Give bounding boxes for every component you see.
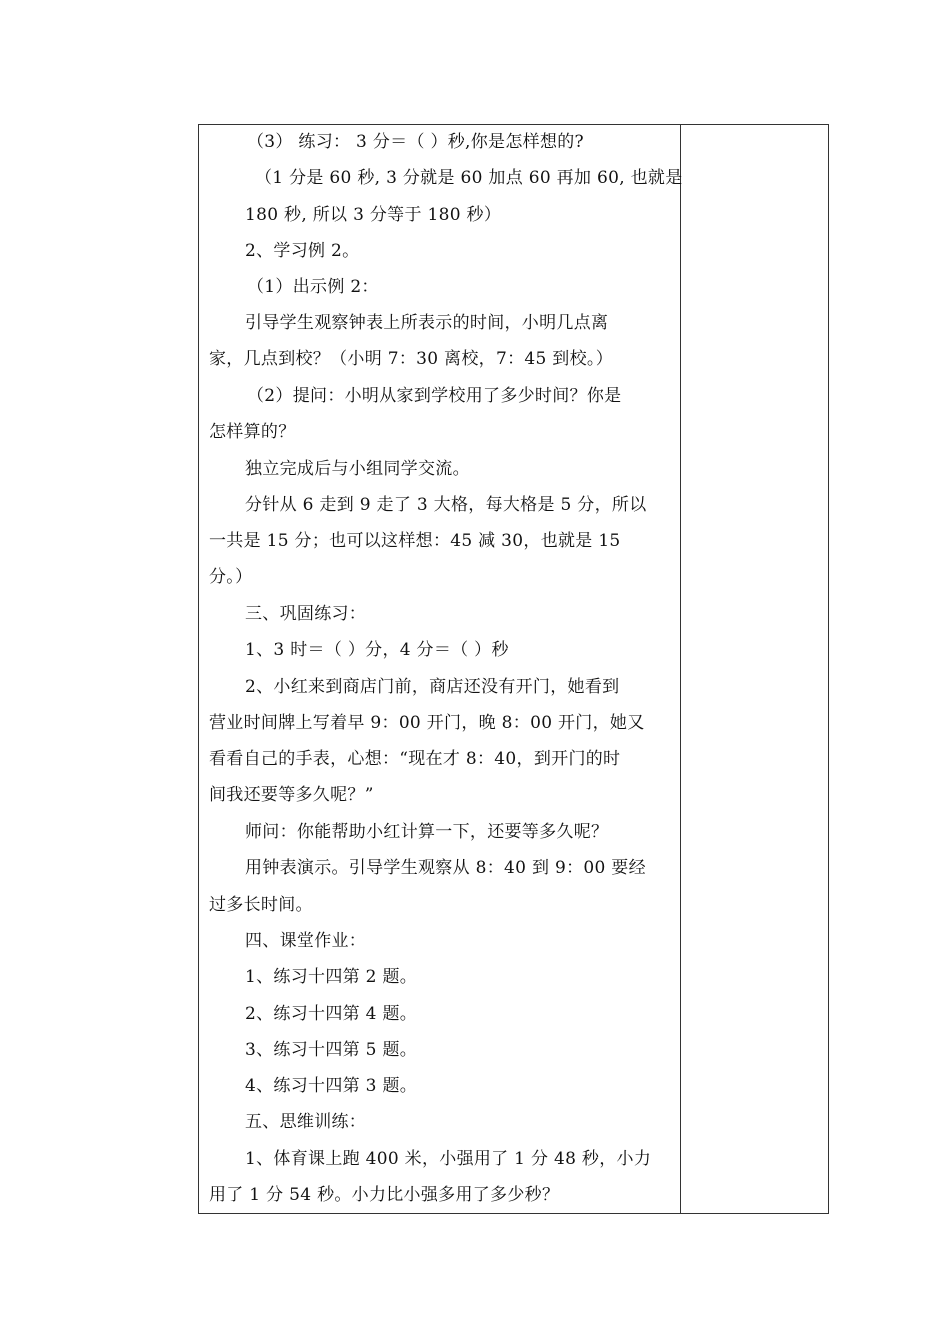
thinking-item-1-line2: 用了 1 分 54 秒。小力比小强多用了多少秒？ xyxy=(209,1185,560,1205)
notes-cell xyxy=(681,125,828,1213)
example-2-step1: （1）出示例 2： xyxy=(247,277,379,297)
example-2-question-line1: （2）提问：小明从家到学校用了多少时间？你是 xyxy=(247,386,622,406)
classwork-item-4: 4、练习十四第 3 题。 xyxy=(245,1076,418,1096)
consolidation-item-1: 1、3 时＝（ ）分，4 分＝（ ）秒 xyxy=(245,640,509,660)
minute-hand-explanation-line1: 分针从 6 走到 9 走了 3 大格，每大格是 5 分，所以 xyxy=(245,495,647,515)
consolidation-item-2-line2: 营业时间牌上写着早 9：00 开门，晚 8：00 开门，她又 xyxy=(209,713,645,733)
practice-3-explanation-line1: （1 分是 60 秒, 3 分就是 60 加点 60 再加 60, 也就是 xyxy=(255,168,683,188)
classwork-item-1: 1、练习十四第 2 题。 xyxy=(245,967,418,987)
teacher-question: 师问：你能帮助小红计算一下，还要等多久呢？ xyxy=(245,822,609,842)
example-2-question-line2: 怎样算的？ xyxy=(209,422,296,442)
independent-work-text: 独立完成后与小组同学交流。 xyxy=(245,459,470,479)
classwork-item-2: 2、练习十四第 4 题。 xyxy=(245,1004,418,1024)
consolidation-item-2-line3: 看看自己的手表，心想：“现在才 8：40，到开门的时 xyxy=(209,749,621,769)
practice-3-question: （3） 练习： 3 分＝（ ）秒,你是怎样想的? xyxy=(247,132,584,152)
lesson-table xyxy=(198,124,829,1214)
consolidation-item-2-line4: 间我还要等多久呢？” xyxy=(209,785,374,805)
classwork-item-3: 3、练习十四第 5 题。 xyxy=(245,1040,418,1060)
section-consolidation-heading: 三、巩固练习： xyxy=(245,604,367,624)
section-thinking-heading: 五、思维训练： xyxy=(245,1112,367,1132)
minute-hand-explanation-line2: 一共是 15 分；也可以这样想：45 减 30，也就是 15 xyxy=(209,531,621,551)
practice-3-explanation-line2: 180 秒, 所以 3 分等于 180 秒） xyxy=(245,205,502,225)
example-2-guide-line1: 引导学生观察钟表上所表示的时间，小明几点离 xyxy=(245,313,609,333)
example-2-guide-line2: 家，几点到校？（小明 7：30 离校，7：45 到校。） xyxy=(209,349,614,369)
clock-demo-line1: 用钟表演示。引导学生观察从 8：40 到 9：00 要经 xyxy=(245,858,646,878)
section-example-2-heading: 2、学习例 2。 xyxy=(245,241,360,261)
minute-hand-explanation-line3: 分。） xyxy=(209,567,253,587)
lesson-content-cell xyxy=(207,127,683,1207)
clock-demo-line2: 过多长时间。 xyxy=(209,895,313,915)
thinking-item-1-line1: 1、体育课上跑 400 米，小强用了 1 分 48 秒，小力 xyxy=(245,1149,652,1169)
consolidation-item-2-line1: 2、小红来到商店门前，商店还没有开门，她看到 xyxy=(245,677,620,697)
section-classwork-heading: 四、课堂作业： xyxy=(245,931,367,951)
